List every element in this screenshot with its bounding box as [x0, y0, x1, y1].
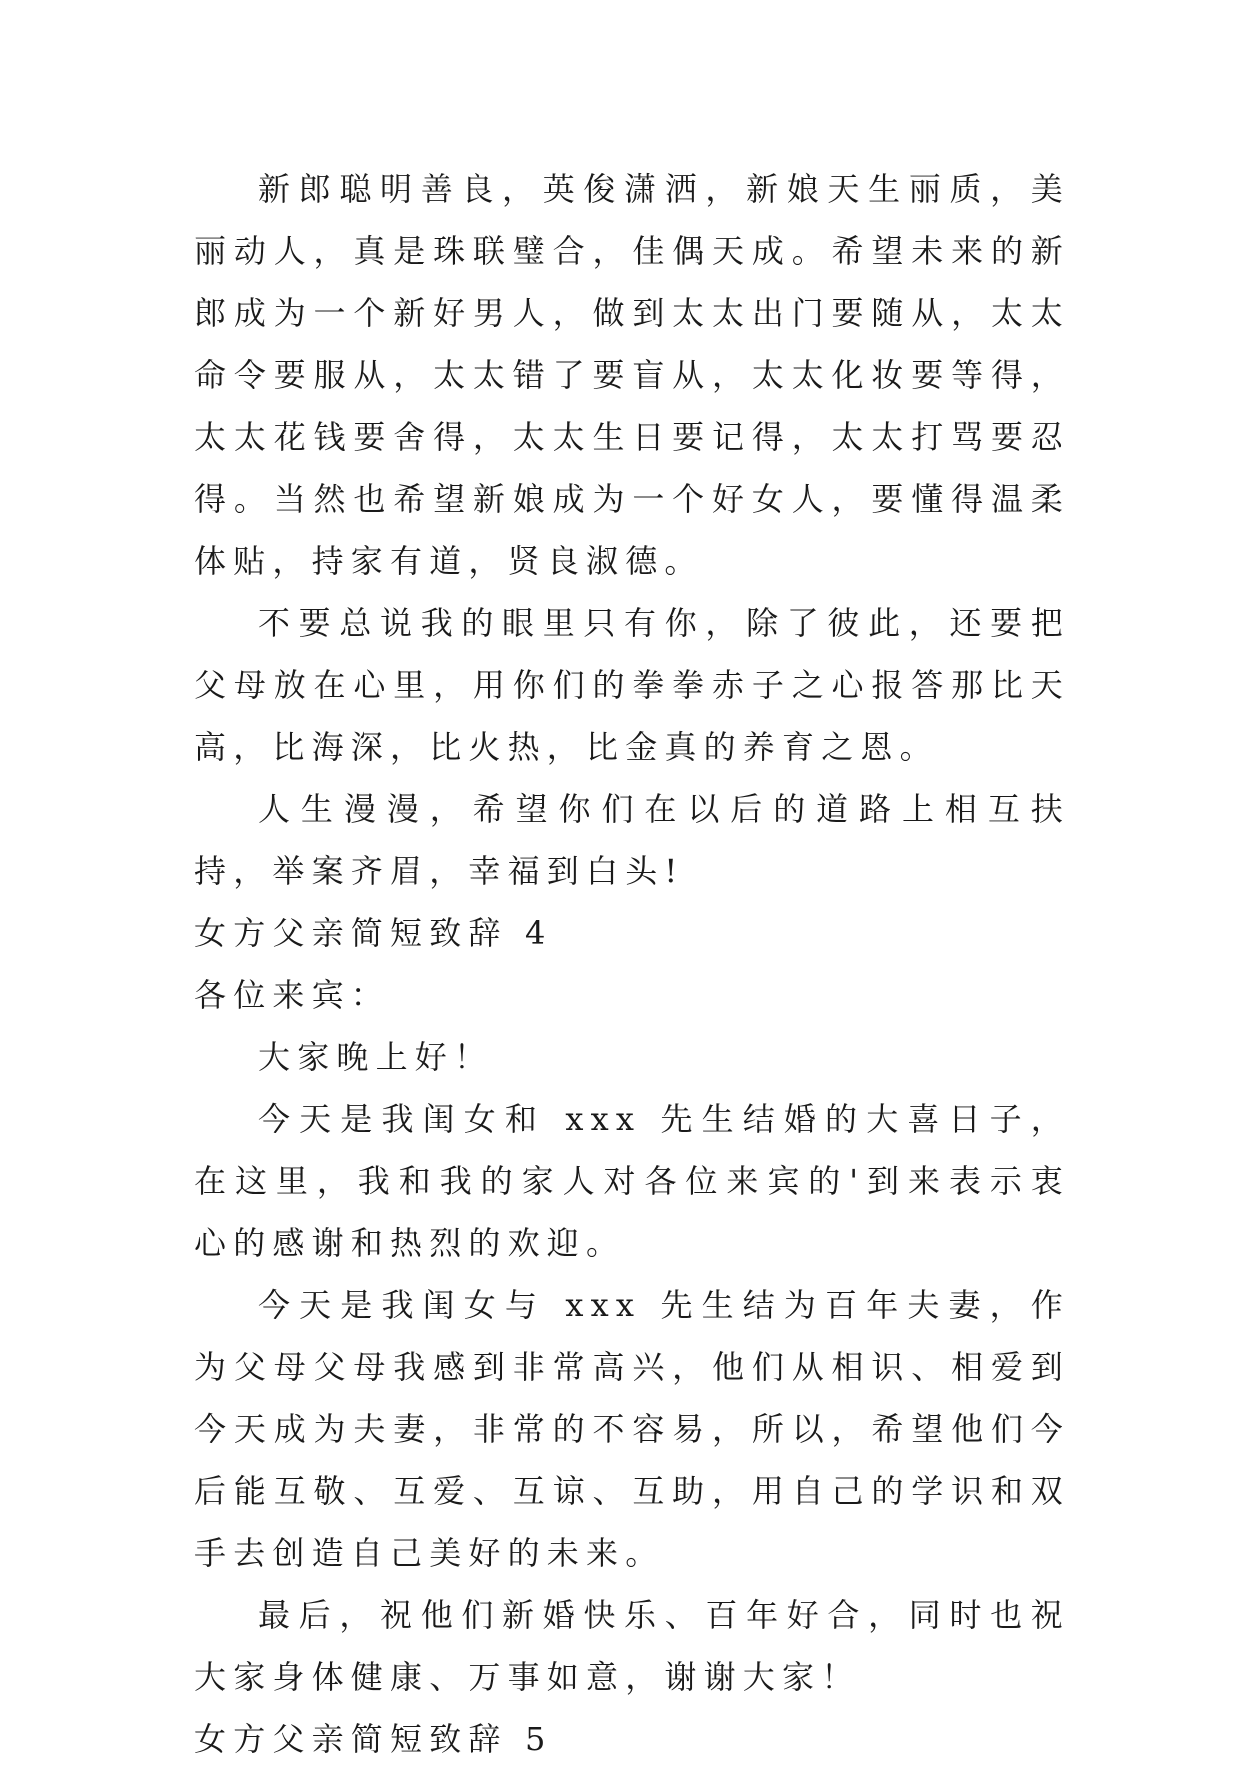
document-body [194, 158, 1070, 1770]
paragraph-closing: 最后，祝他们新婚快乐、百年好合，同时也祝大家身体健康、万事如意，谢谢大家！ [194, 1596, 1070, 1696]
salutation: 各位来宾： [194, 976, 391, 1014]
paragraph-wishes: 今天是我闺女与 xxx 先生结为百年夫妻，作为父母父母我感到非常高兴，他们从相识、相爱到今天成为夫妻，非常的不容易，所以，希望他们今后能互敬、互爱、互谅、互助，用自己的学识和双手去创造自己美好的未来。 [194, 1286, 1070, 1572]
paragraph-greeting: 大家晚上好！ [258, 1038, 494, 1076]
paragraph-couple-praise: 新郎聪明善良，英俊潇洒，新娘天生丽质，美丽动人，真是珠联璧合，佳偶天成。希望未来的新郎成为一个新好男人，做到太太出门要随从，太太命令要服从，太太错了要盲从，太太化妆要等得，太太花钱要舍得，太太生日要记得，太太打骂要忍得。当然也希望新娘成为一个好女人，要懂得温柔体贴，持家有道，贤良淑德。 [194, 170, 1070, 580]
section-heading-4: 女方父亲简短致辞 4 [194, 914, 553, 952]
section-heading-5: 女方父亲简短致辞 5 [194, 1720, 553, 1758]
paragraph-welcome: 今天是我闺女和 xxx 先生结婚的大喜日子，在这里，我和我的家人对各位来宾的'到来表示衷心的感谢和热烈的欢迎。 [194, 1100, 1070, 1262]
paragraph-parents: 不要总说我的眼里只有你，除了彼此，还要把父母放在心里，用你们的拳拳赤子之心报答那比天高，比海深，比火热，比金真的养育之恩。 [194, 604, 1070, 766]
paragraph-blessing: 人生漫漫，希望你们在以后的道路上相互扶持，举案齐眉，幸福到白头! [194, 790, 1070, 890]
